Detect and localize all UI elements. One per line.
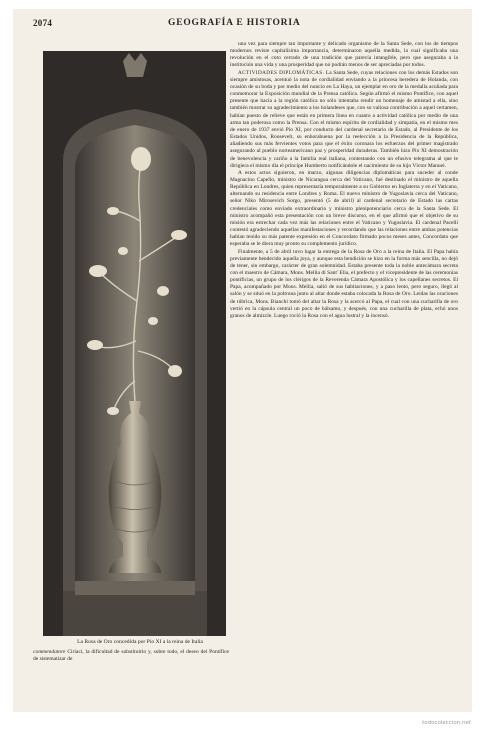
italic-title: commendatore <box>33 649 66 655</box>
section-heading: ACTIVIDADES DIPLOMÁTICAS. <box>238 69 325 76</box>
photo-caption: La Rosa de Oro concedida por Pío XI a la reina de Italia <box>77 639 203 645</box>
paragraph-continuation <box>33 649 229 663</box>
page-header <box>33 18 451 32</box>
paragraph-4: Finalmente, a 5 de abril tuvo lugar la entrega de la Rosa de Oro a la reina de Italia. El Papa había previamente bendecido aquella joya, y aunque esta bendición se hizo en la forma más sencilla, no dejó de tener, sin embargo, carácter de gran solemnidad. Estaba presente toda la noble antecámara secreta con el maestro de Cámara, Mons. Mellia di Sant' Elia, el prefecto y el vicepresidente de las ceremonias pontificias, un grupo de los clérigos de la Reverenda Cámara Apostólica y los capellanes secretos. El Papa, acompañado por Mons. Mellia, salió de sus habitaciones, y a paso lento, pero seguro, llegó al salón y se situó en la poltrona junto al altar donde estaba colocada la Rosa de Oro. Leídas las oraciones de rúbrica, Mons. Bianchi tomó del altar la Rosa y la acercó al Papa, el cual con una cucharilla de oro vertió en la cápsula central un poco de bálsamo, y después, con una cucharilla de plata, echó unos granos de almizcle. Luego roció la Rosa con el agua lustral y la incensó. <box>230 248 458 319</box>
golden-rose-photo <box>43 51 226 636</box>
golden-rose-illustration <box>43 51 226 636</box>
paragraph-2-text: La Santa Sede, cuyas relaciones con los demás Estados son siempre amistosas, acentuó la nota de cordialidad enviando a la princesa heredera de Holanda, con ocasión de su boda y por medio del nuncio en La Haya, un ejemplar en oro de la medalla acuñada para conmemorar la Exposición mundial de la Prensa católica. Según afirmó el mismo Pontífice, con aquel presente que hacía a la región católica no sólo intentaba rendir un homenaje de amistad a ella, sino también mostrar su agradecimiento a los holandeses que, con su valiosa contribución a aquel certamen, habían puesto de relieve que están en primera línea en cuanto a actividad católica por medio de una arma tan poderosa como la Prensa. Con el mismo espíritu de cordialidad y simpatía, en el mismo mes de enero de 1937 envió Pío XI, por conducto del cardenal secretario de Estado, al Presidente de los Estados Unidos, Roosevelt, su enhorabuena por la reelección a la Presidencia de la República, añadiendo sus más fervientes votos para que el éxito coronara los esfuerzos del primer magistrado asegurando al pueblo norteamericano paz y prosperidad duraderas. También hizo Pío XI demostración de benevolencia y cariño a la familia real italiana, contestando con un efusivo telegrama al que le dirigiera el mismo día el príncipe Humberto notificándole el nacimiento de su hijo Víctor Manuel. <box>230 69 458 169</box>
watermark: todocoleccion.net <box>422 720 471 726</box>
left-column-continuation <box>33 649 229 663</box>
running-title: GEOGRAFÍA E HISTORIA <box>168 18 301 28</box>
right-column-text <box>230 41 458 320</box>
paragraph-1: una vez para siempre tan importante y delicado organismo de la Santa Sede, con los de tiempos modernos reviste capitalísima importancia, determinaron aquella medida, la cual significaba una revolución en el coto cerrado de una tradición que parecía intangible, pero que aseguraba a la institución una vida y una prosperidad que no podrán menos de ser apreciadas por todos. <box>230 41 458 69</box>
page-number: 2074 <box>33 18 53 28</box>
magazine-page <box>13 9 472 712</box>
paragraph-2 <box>230 70 458 170</box>
paragraph-3: A estos actos siguieron, en marzo, algunas diligencias diplomáticas para suceder al conde Magnacino Capello, ministro de Nicaragua cerca del Vaticano, fué destinado el ministro de aquella República en Londres, quien representaría temporalmente a su Gobierno en Inglaterra y en el Vaticano, alternando su residencia entre Londres y Roma. El nuevo ministro de Yugoslavia cerca del Vaticano, señor Niko Mirosevich Sorgo, presentó (5 de abril) al cardenal secretario de Estado las cartas credenciales como enviado extraordinario y ministro plenipotenciario cerca de la Santa Sede. El ministro acompañó esta presentación con un breve discurso, en el que afirmó que el objetivo de su misión era estrechar cada vez más las relaciones entre el Vaticano y Yugoslavia. El cardenal Pacelli contestó agradeciendo aquellas manifestaciones y recordando que las relaciones entre ambas potencias habían tenido su más patente expresión en el Concordato firmado pocos meses antes, Concordato que esperaba se le diera muy pronto su complemento jurídico. <box>230 169 458 248</box>
continuation-text: Ciriaci, la dificultad de substituirlo y, sobre todo, el deseo del Pontífice de sistematizar de <box>33 649 229 663</box>
